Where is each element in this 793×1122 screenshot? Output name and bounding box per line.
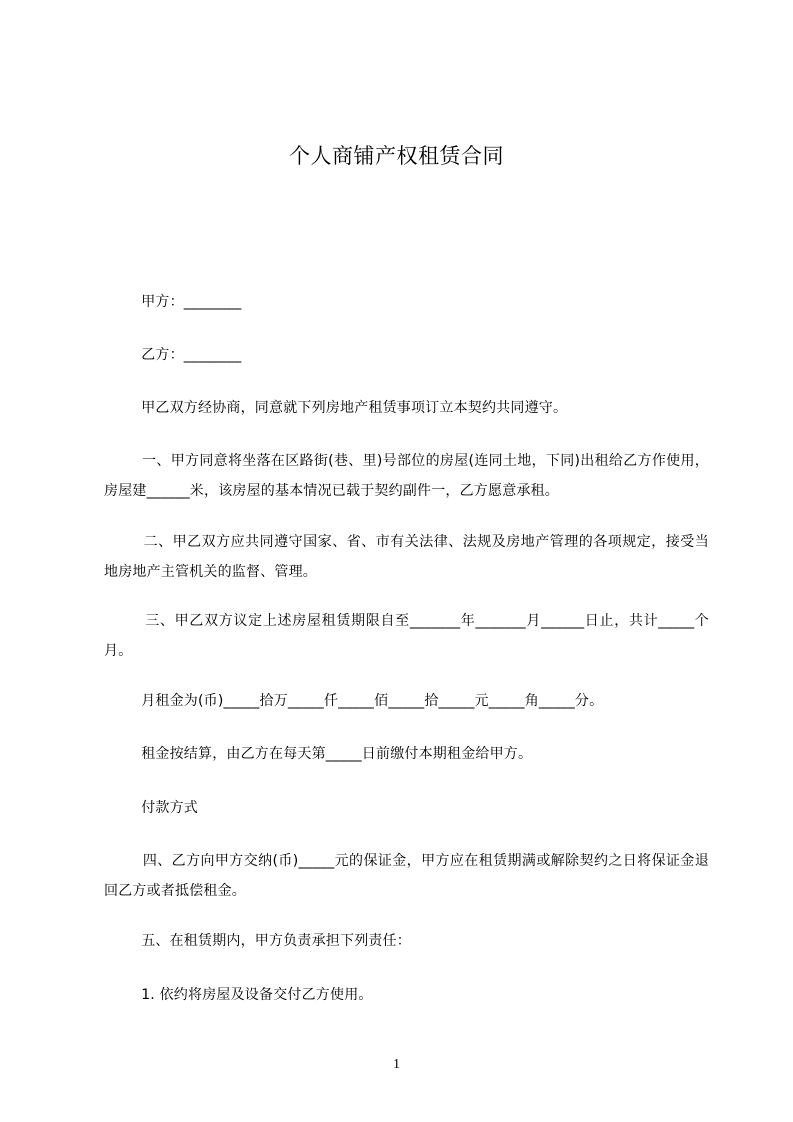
payment-method-line: 付款方式 <box>104 800 199 816</box>
clause-5: 五、在租赁期内，甲方负责承担下列责任： <box>104 933 412 949</box>
page-number: 1 <box>393 1057 400 1072</box>
clause-5-item-1: 1. 依约将房屋及设备交付乙方使用。 <box>104 987 373 1003</box>
clause-1: 一、甲方同意将坐落在区路街(巷、里)号部位的房屋(连同土地，下同)出租给乙方作使用，房屋建______米，该房屋的基本情况已载于契约副件一，乙方愿意承租。 <box>104 453 709 499</box>
rent-settlement-line: 租金按结算，由乙方在每天第_____日前缴付本期租金给甲方。 <box>104 746 533 762</box>
clause-2: 二、甲乙双方应共同遵守国家、省、市有关法律、法规及房地产管理的各项规定，接受当地房地产主管机关的监督、管理。 <box>104 534 709 580</box>
party-a-line: 甲方：________ <box>104 294 242 310</box>
clause-4: 四、乙方向甲方交纳(币)_____元的保证金，甲方应在租赁期满或解除契约之日将保证金退回乙方或者抵偿租金。 <box>104 853 709 899</box>
intro-paragraph: 甲乙双方经协商，同意就下列房地产租赁事项订立本契约共同遵守。 <box>104 400 568 416</box>
document-title: 个人商铺产权租赁合同 <box>289 144 504 168</box>
clause-3: 三、甲乙双方议定上述房屋租赁期限自至_______年_______月______日止，共计_____个月。 <box>104 613 710 659</box>
party-b-line: 乙方：________ <box>104 347 242 363</box>
monthly-rent-line: 月租金为(币)_____拾万_____仟_____佰_____拾_____元_____角_____分。 <box>104 693 604 709</box>
